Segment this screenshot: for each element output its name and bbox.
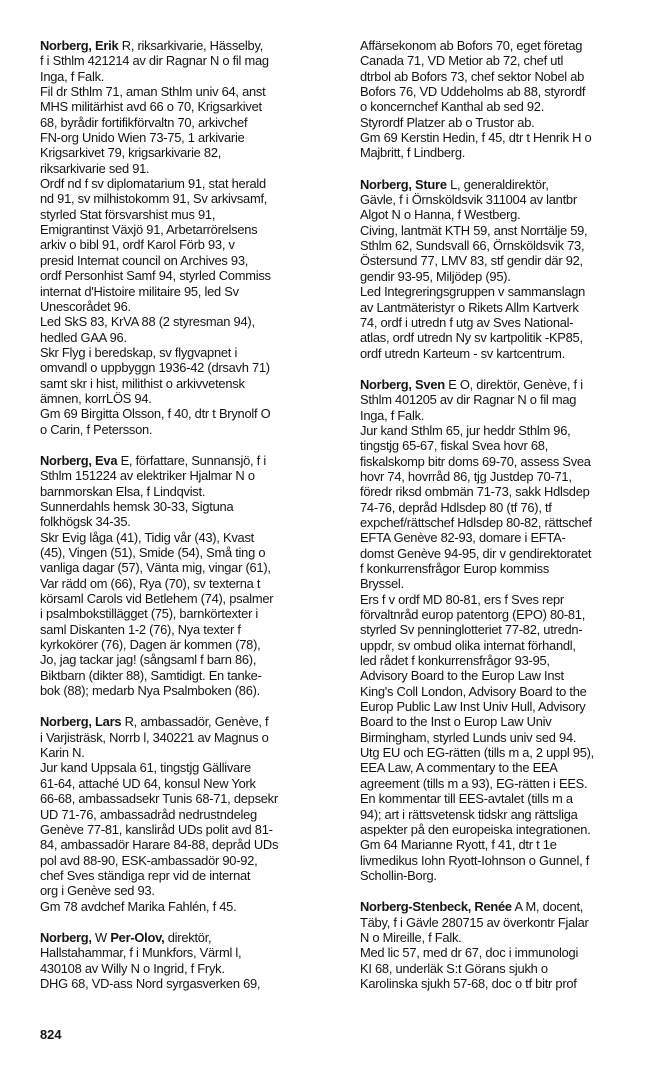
entry-text: presid Internat council on Archives 93, [40,252,249,268]
biography-entry [40,930,340,991]
entry-line [40,299,340,314]
entry-line [360,776,660,791]
entry-text: Skr Evig låga (41), Tidig vår (43), Kvast [40,529,254,545]
entry-line [360,84,660,99]
entry-text: Gm 69 Kerstin Hedin, f 45, dtr t Henrik H o [360,130,592,146]
entry-text: förvaltnråd europ patentorg (EPO) 80-81, [360,607,586,623]
entry-text: expchef/rättschef Hdlsdep 80-82, rättschef [360,514,592,530]
entry-text: 68, byrådir fortifikförvaltn 70, arkivchef [40,114,248,130]
entry-text: f konkurrensfrågor Europ kommiss [360,561,550,576]
entry-line [40,314,340,329]
entry-line [360,607,660,622]
entry-line [40,560,340,575]
entry-text: styrled Sv penninglotteriet 77-82, utredn- [360,622,583,638]
entry-line [40,207,340,222]
entry-text: livmedikus Iohn Ryott-Iohnson o Gunnel, f [360,852,590,868]
entry-line [40,530,340,545]
entry-line [40,899,340,914]
entry-text: Var rädd om (66), Rya (70), sv texterna t [40,575,261,591]
entry-text: Europ Public Law Inst Univ Hull, Advisory [360,699,586,715]
entry-line [360,454,660,469]
entry-text: Östersund 77, LMV 83, stf gendir där 92, [360,253,583,269]
entry-line [40,883,340,898]
entry-line [360,730,660,745]
entry-line [40,191,340,206]
entry-line [360,653,660,668]
entry-text: folkhögsk 34-35. [40,514,131,530]
entry-text: Sthlm 151224 av elektriker Hjalmar N o [40,468,255,484]
entry-text: Gm 64 Marianne Ryott, f 41, dtr t 1e [360,837,557,853]
entry-line [40,391,340,406]
entry-text: EFTA Genève 82-93, domare i EFTA- [360,530,566,546]
entry-line [360,868,660,883]
entry-line [360,930,660,945]
entry-line [40,284,340,299]
entry-text: Bofors 76, VD Uddeholms ab 88, styrordf [360,84,586,100]
entry-line [360,484,660,499]
entry-line [360,284,660,299]
entry-text: uppdr, sv ombud olika internat förhandl, [360,637,576,653]
entry-name: Norberg, Eva [40,452,118,468]
entry-line [360,53,660,68]
entry-text: Jo, jag tackar jag! (sångsaml f barn 86), [40,652,257,668]
entry-text: o koncernchef Kanthal ab sed 92. [360,99,545,115]
entry-line [40,868,340,883]
entry-line [40,591,340,606]
entry-text: Unescorådet 96. [40,298,131,314]
entry-name: Norberg, Sture [360,176,447,192]
entry-text: 66-68, ambassadsekr Tunis 68-71, depsekr [40,791,278,807]
entry-text: hedled GAA 96. [40,329,127,345]
entry-text: L, generaldirektör, [446,176,549,192]
entry-line [360,807,660,822]
entry-line [360,961,660,976]
entry-text: chef Sves ständiga repr vid de internat [40,867,251,883]
entry-line [360,269,660,284]
entry-text: KI 68, underläk S:t Görans sjukh o [360,960,548,976]
entry-line [360,99,660,114]
entry-line [40,268,340,283]
entry-text: saml Diskanten 1-2 (76), Nya texter f [40,621,241,637]
entry-text: Gävle, f i Örnsköldsvik 311004 av lantbr [360,192,577,208]
entry-line [40,853,340,868]
entry-text: Hallstahammar, f i Munkfors, Värml l, [40,945,242,961]
entry-text: Täby, f i Gävle 280715 av överkontr Fjalar [360,914,589,930]
entry-text: i Varjisträsk, Norrb l, 340221 av Magnus o [40,729,269,745]
entry-first-line [360,899,660,914]
entry-line [360,576,660,591]
entry-text: styrled Stat försvarshist mus 91, [40,206,216,222]
entry-line [40,99,340,114]
entry-text: ordf Personhist Samf 94, styrled Commiss [40,268,271,284]
entry-text: Biktbarn (dikter 88), Samtidigt. En tanke- [40,667,262,683]
entry-line [40,652,340,667]
entry-text: 74, ordf i utredn f utg av Sves National- [360,314,574,330]
entry-text: ämnen, korrLÖS 94. [40,390,152,406]
page-number: 824 [40,1027,62,1042]
entry-line [360,530,660,545]
entry-line [360,392,660,407]
biography-entry [40,38,340,437]
entry-line [40,69,340,84]
entry-line [360,745,660,760]
entry-text: aspekter på den europeiska integrationen. [360,821,591,837]
entry-text: E, författare, Sunnansjö, f i [117,452,266,468]
entry-text: Advisory Board to the Europ Law Inst [360,668,564,684]
entry-line [40,976,340,991]
entry-first-line [360,177,660,192]
entry-text: org i Genève sed 93. [40,883,155,899]
entry-text: Inga, f Falk. [360,407,425,423]
entry-text: MHS militärhist avd 66 o 70, Krigsarkivet [40,99,262,115]
entry-text: atlas, ordf utredn Ny sv kartpolitik -KP85, [360,330,583,346]
entry-line [40,499,340,514]
entry-line [40,345,340,360]
entry-first-line [360,377,660,392]
entry-name: Norberg, Erik [40,38,119,53]
entry-line [40,406,340,421]
biography-entry [360,377,660,883]
entry-text: R, ambassadör, Genève, f [121,714,269,730]
entry-line [360,346,660,361]
entry-first-line [40,714,340,729]
entry-line [360,500,660,515]
entry-text: agreement (tills m a 93), EG-rätten i EES. [360,775,588,791]
entry-line [360,330,660,345]
entry-text: 61-64, attaché UD 64, konsul New York [40,775,256,791]
entry-text: i psalmbokstillägget (75), barnkörtexter i [40,606,259,622]
entry-line [360,622,660,637]
entry-text: Schollin-Borg. [360,867,437,883]
entry-line [40,822,340,837]
entry-line [40,115,340,130]
entry-line [360,207,660,222]
biography-entry [360,899,660,991]
entry-text: A M, docent, [511,899,584,915]
entry-line [360,238,660,253]
entry-text: f i Sthlm 421214 av dir Ragnar N o fil mag [40,53,269,69]
entry-line [360,592,660,607]
entry-line [360,469,660,484]
entry-line [360,760,660,775]
entry-line [40,53,340,68]
entry-name: Norberg, Lars [40,714,122,730]
entry-first-line [40,38,340,53]
entry-line [360,253,660,268]
entry-text: Ordf nd f sv diplomatarium 91, stat herald [40,176,266,192]
entry-text: körsaml Carols vid Betlehem (74), psalmer [40,591,274,607]
entry-text: pol avd 88-90, ESK-ambassadör 90-92, [40,852,258,868]
entry-text: Gm 78 avdchef Marika Fahlén, f 45. [40,898,237,914]
entry-line [360,192,660,207]
entry-line [40,668,340,683]
entry-text: Affärsekonom ab Bofors 70, eget företag [360,38,583,53]
entry-line [40,330,340,345]
entry-text: Jur kand Sthlm 65, jur heddr Sthlm 96, [360,422,571,438]
entry-text: samt skr i hist, milithist o arkivvetensk [40,375,245,391]
entry-text: Krigsarkivet 79, krigsarkivarie 82, [40,145,222,161]
entry-text: 74-76, depråd Hdlsdep 80 (tf 76), tf [360,499,552,515]
entry-name: Norberg-Stenbeck, Renée [360,899,512,915]
entry-line [360,668,660,683]
entry-text: Fil dr Sthlm 71, aman Sthlm univ 64, anst [40,84,266,100]
entry-text: Led SkS 83, KrVA 88 (2 styresman 94), [40,314,255,330]
right-column [360,38,660,1007]
entry-line [360,945,660,960]
entry-text: Led Integreringsgruppen v sammanslagn [360,284,586,300]
entry-text: Sthlm 401205 av dir Ragnar N o fil mag [360,392,577,408]
entry-line [40,222,340,237]
entry-text: av Lantmäteristyr o Rikets Allm Kartverk [360,299,579,315]
entry-text: Karin N. [40,745,85,761]
entry-text: dtrbol ab Bofors 73, chef sektor Nobel ab [360,68,585,84]
left-column [40,38,340,1007]
entry-text: kyrkokörer (76), Dagen är kommen (78), [40,637,261,653]
entry-line [40,760,340,775]
entry-first-line [40,453,340,468]
entry-line [40,484,340,499]
entry-line [360,223,660,238]
entry-text: R, riksarkivarie, Hässelby, [118,38,264,53]
entry-text: (45), Vingen (51), Smide (54), Små ting o [40,545,266,560]
entry-line [40,360,340,375]
entry-text: Canada 71, VD Metior ab 72, chef utl [360,53,564,69]
entry-text: Sthlm 62, Sundsvall 66, Örnsköldsvik 73, [360,238,585,254]
entry-text: N o Mireille, f Falk. [360,929,462,945]
entry-text: vanliga dagar (57), Vänta mig, vingar (61), [40,560,271,576]
entry-text: Utg EU och EG-rätten (tills m a, 2 uppl 95), [360,745,595,761]
entry-text: internat d'Histoire militaire 95, led Sv [40,283,239,299]
entry-line [360,130,660,145]
biography-entry [360,177,660,361]
entry-line [360,315,660,330]
entry-text: hovr 74, hovrråd 86, tjg Justdep 70-71, [360,468,572,484]
entry-line [360,915,660,930]
entry-line [40,945,340,960]
entry-text: Inga, f Falk. [40,68,105,84]
entry-text: gendir 93-95, Miljödep (95). [360,268,511,284]
entry-line [40,161,340,176]
entry-text: Skr Flyg i beredskap, sv flygvapnet i [40,344,238,360]
entry-line [360,822,660,837]
entry-text: bok (88); medarb Nya Psalmboken (86). [40,683,261,699]
entry-text: Bryssel. [360,576,404,592]
entry-line [40,576,340,591]
entry-line [360,791,660,806]
entry-text: tingstjg 65-67, fiskal Svea hovr 68, [360,438,549,454]
entry-line [360,684,660,699]
entry-line [40,622,340,637]
entry-line [360,423,660,438]
entry-line [360,714,660,729]
entry-line [40,776,340,791]
entry-line [360,145,660,160]
entry-text: Sunnerdahls hemsk 30-33, Sigtuna [40,498,234,514]
entry-text: Ers f v ordf MD 80-81, ers f Sves repr [360,591,564,607]
entry-line [40,730,340,745]
entry-line [40,253,340,268]
entry-line [40,637,340,652]
entry-text: arkiv o bibl 91, ordf Karol Förb 93, v [40,237,235,253]
entry-text: barnmorskan Elsa, f Lindqvist. [40,483,206,499]
entry-line [360,837,660,852]
entry-text: 94); art i rättsvetensk tidskr ang rättsliga [360,806,578,822]
entry-line [360,546,660,561]
entry-line [40,130,340,145]
biography-entry [40,714,340,913]
entry-line [40,545,340,560]
entry-text: King's Coll London, Advisory Board to the [360,683,587,699]
entry-first-line [40,930,340,945]
entry-text: Board to the Inst o Europ Law Univ [360,714,552,730]
entry-text: Genève 77-81, kanslіråd UDs polit avd 81- [40,821,273,837]
entry-first-line [360,38,660,53]
entry-text: 84, ambassadör Harare 84-88, depråd UDs [40,837,279,853]
biography-entry [40,453,340,699]
entry-line [40,683,340,698]
entry-line [40,791,340,806]
entry-name: Per-Olov, [110,929,165,945]
entry-text: omvandl o uppbyggn 1936-42 (drsavh 71) [40,360,270,376]
entry-text: W Per-Olov, direktör, [91,929,212,945]
entry-text: föredr riksd ombmän 71-73, sakk Hdlsdep [360,484,590,500]
entry-line [360,408,660,423]
entry-line [40,376,340,391]
entry-line [360,300,660,315]
entry-line [40,961,340,976]
entry-text: nd 91, sv milhistokomm 91, Sv arkivsamf, [40,191,268,207]
entry-name: Norberg, [40,929,92,945]
entry-text: Civing, lantmät KTH 59, anst Norrtälje 59, [360,222,588,238]
entry-text: Birmingham, styrled Lunds univ sed 94. [360,729,577,745]
entry-line [40,176,340,191]
entry-line [40,745,340,760]
entry-text: fiskalskomp bitr doms 69-70, assess Svea [360,453,591,469]
entry-line [360,515,660,530]
entry-text: domst Genève 94-95, dir v gendirektoratet [360,545,592,561]
entry-text: Gm 69 Birgitta Olsson, f 40, dtr t Brynolf O [40,406,271,422]
entry-text: UD 71-76, ambassadråd nedrustndeleg [40,806,257,822]
entry-line [40,422,340,437]
entry-line [40,84,340,99]
entry-line [360,438,660,453]
entry-text: Styrordf Platzer ab o Trustor ab. [360,114,535,130]
entry-line [40,237,340,252]
entry-line [360,561,660,576]
entry-text: Majbritt, f Lindberg. [360,145,466,161]
entry-line [360,638,660,653]
entry-text: Karolinska sjukh 57-68, doc o tf bitr prof [360,975,577,991]
entry-text: EEA Law, A commentary to the EEA [360,760,558,776]
entry-text: riksarkivarie sed 91. [40,160,150,176]
entry-line [360,115,660,130]
entry-text: ordf utredn Karteum - sv kartcentrum. [360,345,565,361]
entry-text: DHG 68, VD-ass Nord syrgasverken 69, [40,975,261,991]
entry-text: o Carin, f Petersson. [40,421,153,437]
biography-entry [360,38,660,161]
entry-text: E O, direktör, Genève, f i [444,376,583,392]
entry-line [360,976,660,991]
entry-line [40,807,340,822]
entry-line [360,69,660,84]
entry-line [360,853,660,868]
entry-line [40,606,340,621]
entry-text: Emigrantinst Växjö 91, Arbetarrörelsens [40,222,258,238]
entry-text: led rådet f konkurrensfrågor 93-95, [360,653,550,669]
entry-line [360,699,660,714]
entry-line [40,837,340,852]
entry-text: FN-org Unido Wien 73-75, 1 arkivarie [40,130,245,146]
entry-line [40,468,340,483]
entry-text: En kommentar till EES-avtalet (tills m a [360,791,573,807]
entry-text: Jur kand Uppsala 61, tingstjg Gällivare [40,760,251,776]
entry-line [40,514,340,529]
entry-text: 430108 av Willy N o Ingrid, f Fryk. [40,960,225,976]
entry-line [40,145,340,160]
entry-name: Norberg, Sven [360,376,445,392]
entry-text: Med lic 57, med dr 67, doc i immunologi [360,945,579,961]
entry-text: Algot N o Hanna, f Westberg. [360,207,521,223]
